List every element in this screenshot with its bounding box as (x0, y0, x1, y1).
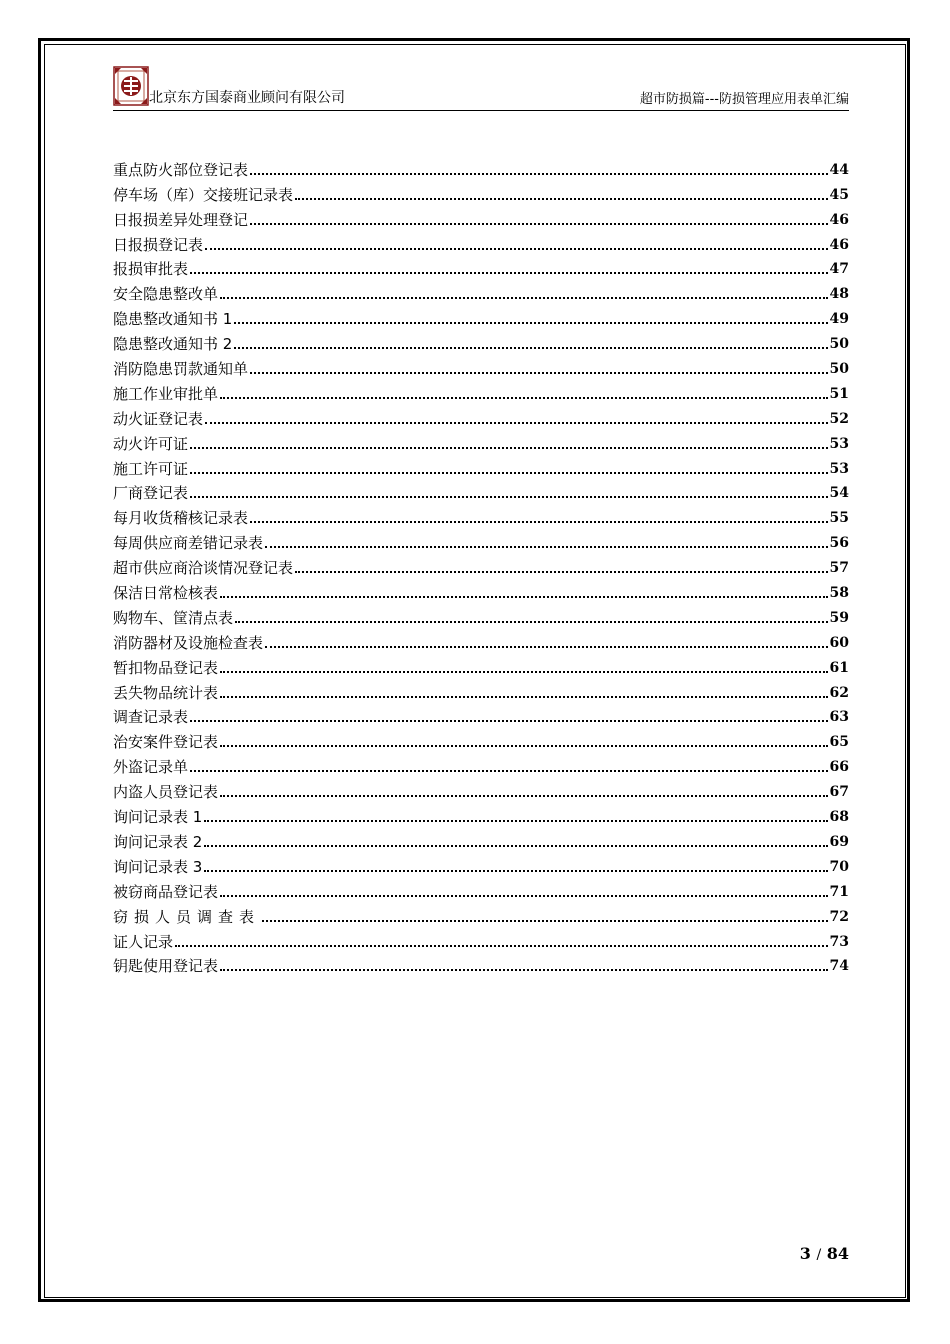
toc-dot-leader (234, 347, 827, 349)
toc-entry[interactable] (113, 577, 849, 602)
toc-entry[interactable] (113, 876, 849, 901)
toc-entry-title: 询问记录表 1 (113, 808, 203, 827)
toc-dot-leader (265, 546, 828, 548)
toc-dot-leader (190, 472, 828, 474)
toc-entry-page: 68 (829, 809, 849, 826)
toc-entry-page: 69 (829, 833, 849, 850)
toc-dot-leader (262, 920, 828, 922)
toc-entry-page: 66 (829, 759, 849, 776)
document-title: 超市防损篇---防损管理应用表单汇编 (639, 92, 849, 107)
toc-entry-page: 57 (829, 560, 849, 577)
toc-dot-leader (205, 422, 828, 424)
toc-entry[interactable] (113, 926, 849, 951)
toc-dot-leader (265, 646, 828, 648)
toc-entry-title: 每周供应商差错记录表 (113, 534, 264, 553)
toc-entry[interactable] (113, 652, 849, 677)
toc-entry-page: 49 (829, 311, 849, 328)
toc-dot-leader (204, 820, 827, 822)
toc-dot-leader (220, 297, 828, 299)
toc-entry-title: 暂扣物品登记表 (113, 658, 219, 677)
toc-entry-page: 48 (829, 286, 849, 303)
toc-entry-title: 调查记录表 (113, 708, 189, 727)
toc-entry-title: 施工作业审批单 (113, 384, 219, 403)
toc-entry[interactable] (113, 552, 849, 577)
toc-entry-page: 60 (829, 634, 849, 651)
toc-entry[interactable] (113, 278, 849, 303)
toc-entry-title: 窃损人员调查表 (113, 907, 261, 926)
toc-dot-leader (234, 322, 827, 324)
toc-entry-title: 动火证登记表 (113, 409, 204, 428)
toc-entry-page: 53 (829, 435, 849, 452)
toc-entry-page: 53 (829, 460, 849, 477)
toc-dot-leader (220, 969, 828, 971)
toc-dot-leader (220, 596, 828, 598)
toc-entry[interactable] (113, 453, 849, 478)
toc-entry-page: 46 (829, 236, 849, 253)
toc-dot-leader (220, 397, 828, 399)
toc-dot-leader (220, 895, 828, 897)
toc-entry-page: 46 (829, 211, 849, 228)
toc-dot-leader (250, 173, 828, 175)
toc-entry-title: 安全隐患整改单 (113, 285, 219, 304)
toc-entry-title: 被窃商品登记表 (113, 882, 219, 901)
toc-entry-title: 证人记录 (113, 932, 174, 951)
toc-entry[interactable] (113, 851, 849, 876)
toc-entry-page: 52 (829, 410, 849, 427)
toc-entry-title: 停车场（库）交接班记录表 (113, 185, 294, 204)
toc-entry-title: 丢失物品统计表 (113, 683, 219, 702)
toc-entry-page: 54 (829, 485, 849, 502)
toc-entry-page: 65 (829, 734, 849, 751)
toc-entry-title: 外盗记录单 (113, 758, 189, 777)
toc-entry[interactable] (113, 179, 849, 204)
toc-entry-page: 72 (829, 908, 849, 925)
toc-dot-leader (175, 945, 828, 947)
toc-entry-title: 动火许可证 (113, 434, 189, 453)
toc-dot-leader (250, 372, 828, 374)
toc-entry[interactable] (113, 702, 849, 727)
toc-entry-page: 56 (829, 535, 849, 552)
toc-entry-page: 67 (829, 784, 849, 801)
toc-dot-leader (190, 770, 828, 772)
toc-entry-title: 报损审批表 (113, 260, 189, 279)
toc-entry-page: 58 (829, 585, 849, 602)
toc-entry-title: 询问记录表 3 (113, 857, 203, 876)
toc-entry-page: 71 (829, 883, 849, 900)
toc-dot-leader (205, 248, 828, 250)
table-of-contents (113, 154, 849, 975)
toc-entry-title: 消防隐患罚款通知单 (113, 360, 249, 379)
toc-entry[interactable] (113, 353, 849, 378)
toc-entry[interactable] (113, 776, 849, 801)
page-number (800, 1244, 849, 1263)
toc-entry[interactable] (113, 154, 849, 179)
toc-entry[interactable] (113, 627, 849, 652)
toc-dot-leader (295, 198, 828, 200)
toc-entry-page: 63 (829, 709, 849, 726)
toc-entry[interactable] (113, 378, 849, 403)
toc-entry-title: 消防器材及设施检查表 (113, 633, 264, 652)
toc-dot-leader (220, 671, 828, 673)
page-current: 3 (799, 1244, 811, 1263)
toc-entry-page: 44 (829, 161, 849, 178)
page-header (113, 66, 849, 111)
toc-entry[interactable] (113, 801, 849, 826)
toc-entry-title: 保洁日常检核表 (113, 584, 219, 603)
toc-entry[interactable] (113, 751, 849, 776)
toc-entry[interactable] (113, 428, 849, 453)
toc-entry-title: 日报损差异处理登记 (113, 210, 249, 229)
page-separator: / (816, 1247, 822, 1263)
toc-entry[interactable] (113, 901, 849, 926)
toc-entry-title: 施工许可证 (113, 459, 189, 478)
toc-entry-page: 59 (829, 609, 849, 626)
toc-entry-page: 47 (829, 261, 849, 278)
toc-entry[interactable] (113, 826, 849, 851)
toc-entry[interactable] (113, 403, 849, 428)
toc-entry-page: 55 (829, 510, 849, 527)
toc-entry-page: 62 (829, 684, 849, 701)
toc-entry-title: 隐患整改通知书 1 (113, 310, 233, 329)
toc-dot-leader (220, 696, 828, 698)
toc-entry[interactable] (113, 254, 849, 279)
toc-dot-leader (190, 447, 828, 449)
toc-entry-page: 74 (829, 958, 849, 975)
toc-entry[interactable] (113, 229, 849, 254)
toc-entry-page: 51 (829, 385, 849, 402)
toc-entry-title: 每月收货稽核记录表 (113, 509, 249, 528)
toc-entry-title: 日报损登记表 (113, 235, 204, 254)
toc-entry-page: 45 (829, 186, 849, 203)
toc-dot-leader (295, 571, 828, 573)
toc-entry-page: 70 (829, 858, 849, 875)
toc-dot-leader (250, 521, 828, 523)
page-total: 84 (826, 1244, 849, 1263)
toc-entry[interactable] (113, 602, 849, 627)
toc-dot-leader (220, 795, 828, 797)
toc-entry-page: 73 (829, 933, 849, 950)
toc-entry-title: 询问记录表 2 (113, 832, 203, 851)
toc-entry[interactable] (113, 303, 849, 328)
toc-entry-page: 50 (829, 336, 849, 353)
toc-entry[interactable] (113, 527, 849, 552)
toc-entry[interactable] (113, 726, 849, 751)
toc-entry-title: 隐患整改通知书 2 (113, 335, 233, 354)
company-name: 北京东方国泰商业顾问有限公司 (149, 90, 345, 106)
toc-entry[interactable] (113, 502, 849, 527)
toc-dot-leader (204, 845, 827, 847)
toc-entry[interactable] (113, 478, 849, 503)
toc-entry-title: 内盗人员登记表 (113, 783, 219, 802)
toc-dot-leader (204, 870, 827, 872)
toc-entry[interactable] (113, 951, 849, 976)
toc-entry-title: 钥匙使用登记表 (113, 957, 219, 976)
toc-entry-title: 厂商登记表 (113, 484, 189, 503)
toc-dot-leader (190, 496, 828, 498)
toc-entry[interactable] (113, 328, 849, 353)
toc-dot-leader (235, 621, 828, 623)
toc-entry-page: 61 (829, 659, 849, 676)
toc-entry[interactable] (113, 677, 849, 702)
toc-entry[interactable] (113, 204, 849, 229)
toc-dot-leader (190, 720, 828, 722)
toc-dot-leader (190, 272, 828, 274)
toc-entry-title: 重点防火部位登记表 (113, 160, 249, 179)
company-seal-logo-icon (113, 66, 149, 106)
toc-entry-title: 治安案件登记表 (113, 733, 219, 752)
toc-dot-leader (250, 223, 828, 225)
toc-dot-leader (220, 745, 828, 747)
toc-entry-page: 50 (829, 361, 849, 378)
toc-entry-title: 购物车、筐清点表 (113, 608, 234, 627)
toc-entry-title: 超市供应商洽谈情况登记表 (113, 559, 294, 578)
